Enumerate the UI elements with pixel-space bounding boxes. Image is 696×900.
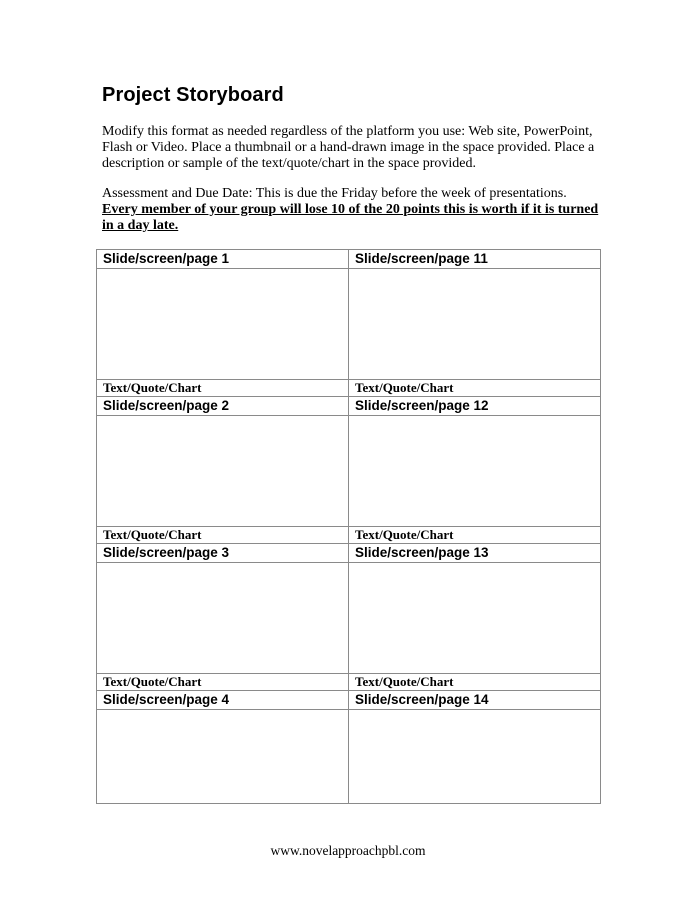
table-row	[97, 416, 601, 527]
thumbnail-space[interactable]	[349, 269, 601, 380]
text-quote-chart-label[interactable]: Text/Quote/Chart	[97, 674, 349, 691]
text-quote-chart-label[interactable]: Text/Quote/Chart	[349, 674, 601, 691]
thumbnail-space[interactable]	[97, 563, 349, 674]
text-quote-chart-label[interactable]: Text/Quote/Chart	[349, 380, 601, 397]
thumbnail-space[interactable]	[97, 710, 349, 804]
table-row	[97, 691, 601, 710]
slide-header: Slide/screen/page 4	[97, 691, 349, 710]
table-row	[97, 397, 601, 416]
text-quote-chart-label[interactable]: Text/Quote/Chart	[97, 380, 349, 397]
slide-header: Slide/screen/page 3	[97, 544, 349, 563]
table-row	[97, 527, 601, 544]
thumbnail-space[interactable]	[349, 563, 601, 674]
slide-header: Slide/screen/page 11	[349, 250, 601, 269]
text-quote-chart-label[interactable]: Text/Quote/Chart	[97, 527, 349, 544]
late-penalty-warning: Every member of your group will lose 10 of the 20 points this is worth if it is turned in a day late.	[102, 202, 599, 233]
slide-header: Slide/screen/page 2	[97, 397, 349, 416]
slide-header: Slide/screen/page 13	[349, 544, 601, 563]
table-row	[97, 250, 601, 269]
page-title: Project Storyboard	[102, 84, 284, 106]
table-row	[97, 544, 601, 563]
slide-header: Slide/screen/page 14	[349, 691, 601, 710]
thumbnail-space[interactable]	[349, 710, 601, 804]
assessment-paragraph	[102, 186, 602, 234]
assessment-text: Assessment and Due Date: This is due the Friday before the week of presentations.	[102, 186, 567, 201]
thumbnail-space[interactable]	[97, 416, 349, 527]
thumbnail-space[interactable]	[97, 269, 349, 380]
slide-header: Slide/screen/page 1	[97, 250, 349, 269]
text-quote-chart-label[interactable]: Text/Quote/Chart	[349, 527, 601, 544]
table-row	[97, 563, 601, 674]
footer-url: www.novelapproachpbl.com	[270, 843, 426, 858]
slide-header: Slide/screen/page 12	[349, 397, 601, 416]
table-row	[97, 710, 601, 804]
table-row	[97, 674, 601, 691]
table-row	[97, 380, 601, 397]
storyboard-table	[96, 249, 601, 804]
table-row	[97, 269, 601, 380]
thumbnail-space[interactable]	[349, 416, 601, 527]
intro-paragraph: Modify this format as needed regardless of the platform you use: Web site, PowerPoint, Flash or Video. Place a thumbnail or a hand-drawn image in the space provided. Place a description or sample of the text/quote/chart in the space provided.	[102, 124, 595, 171]
